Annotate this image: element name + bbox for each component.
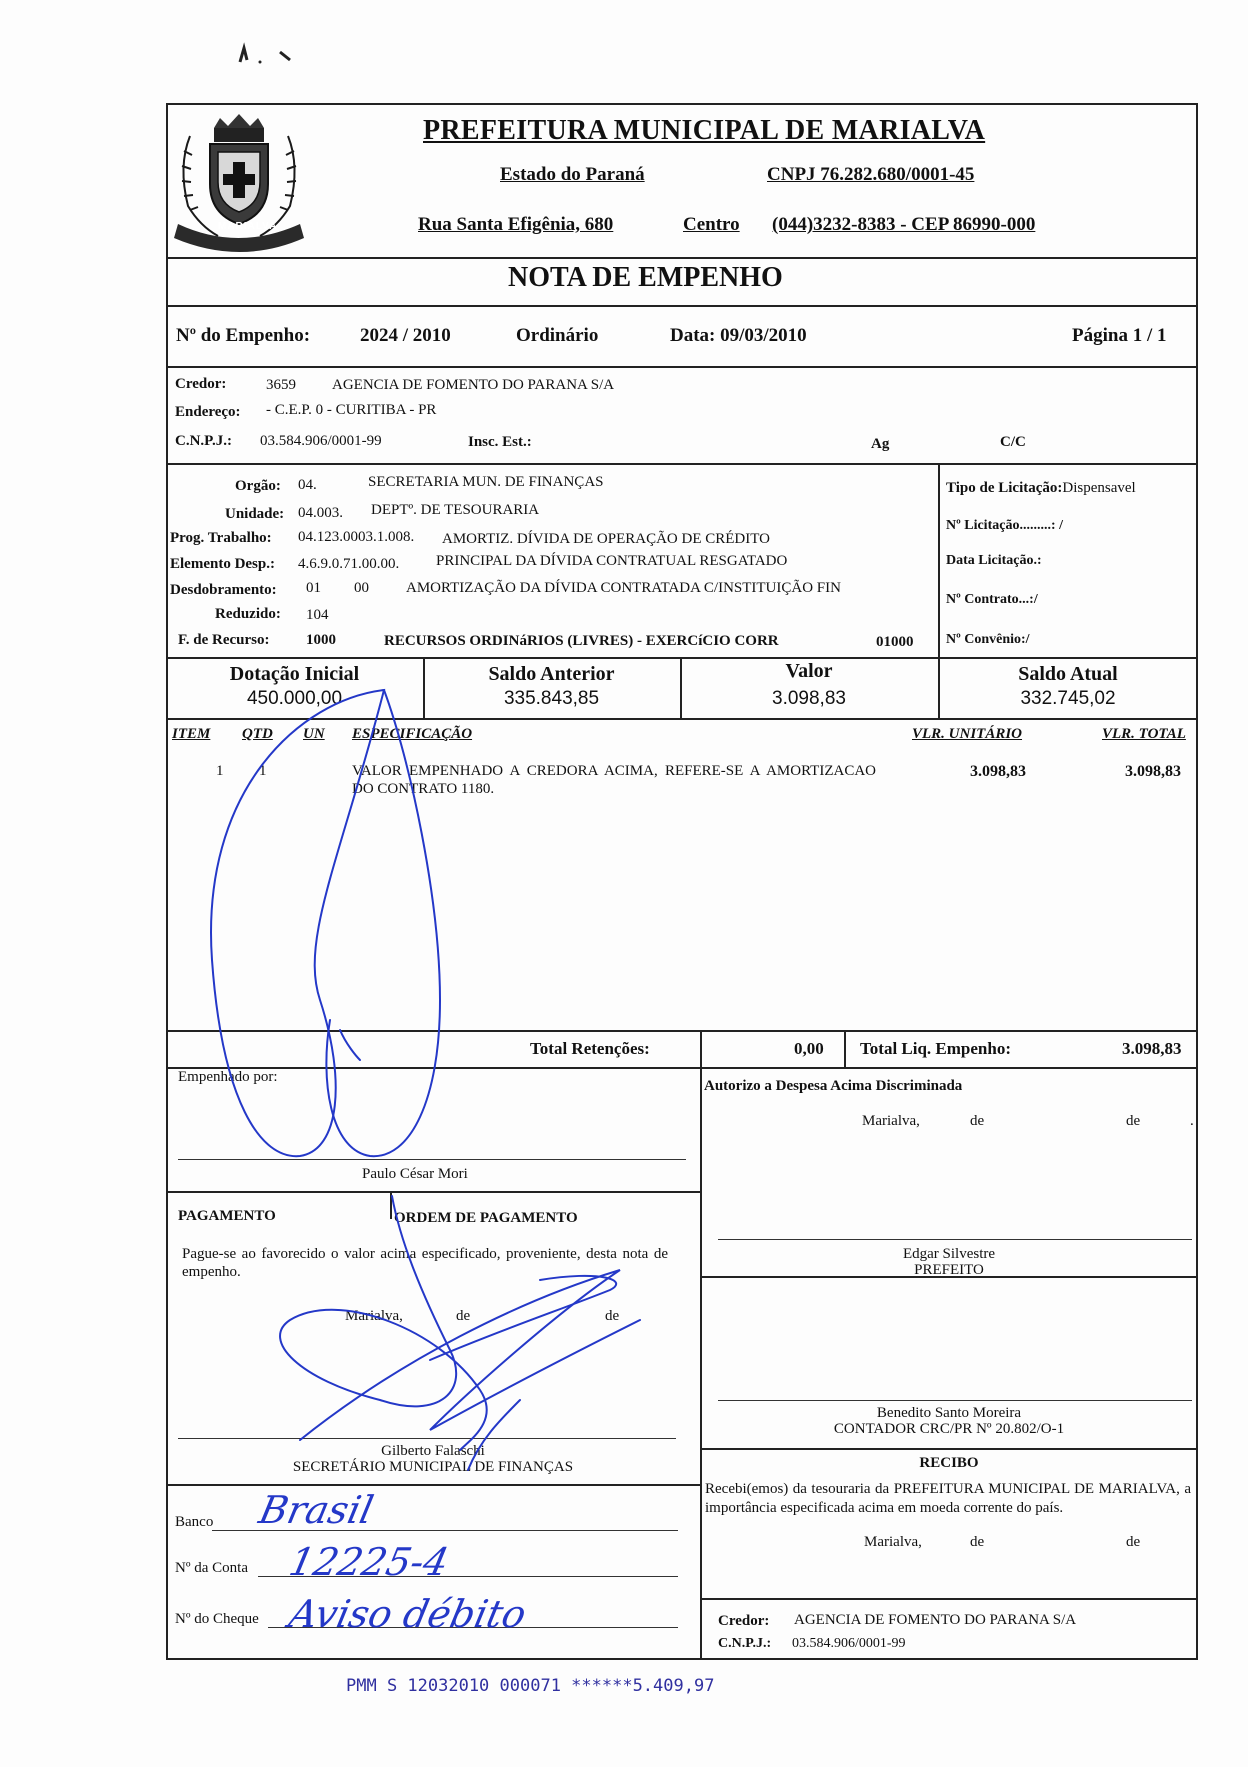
prog-code: 04.123.0003.1.008. [298,529,415,545]
dotacao-value: 450.000,00 [246,688,343,709]
prog-name: AMORTIZ. DÍVIDA DE OPERAÇÃO DE CRÉDITO [442,531,770,547]
ordem-pagamento-label: ORDEM DE PAGAMENTO [394,1210,578,1226]
orgao-code: 04. [298,477,317,493]
divider [938,463,940,657]
secretario-role: SECRETÁRIO MUNICIPAL DE FINANÇAS [292,1459,574,1475]
divider [390,1191,392,1219]
col-item-header: ITEM [172,726,211,742]
desdobramento-label: Desdobramento: [170,582,277,598]
credor-cnpj: 03.584.906/0001-99 [260,433,382,449]
prefeito-name: Edgar Silvestre [902,1246,996,1262]
reduzido-label: Reduzido: [215,606,281,622]
desdobramento-name: AMORTIZAÇÃO DA DÍVIDA CONTRATADA C/INSTITUIÇÃO FIN [406,580,841,596]
cnpj-label: CNPJ 76.282.680/0001-45 [767,164,975,185]
numero-contrato: Nº Contrato...:/ [946,592,1038,607]
item-unit-value: 3.098,83 [970,763,1026,780]
col-total-header: VLR. TOTAL [1102,726,1186,742]
total-liquido-value: 3.098,83 [1122,1039,1182,1058]
prefeito-role: PREFEITO [914,1262,984,1278]
signature-line [718,1400,1192,1401]
address-field-label: Endereço: [175,404,241,420]
footer-stamp: PMM S 12032010 000071 ******5.409,97 [346,1676,715,1696]
pagamento-de-1: de [456,1308,471,1324]
item-description: VALOR EMPENHADO A CREDORA ACIMA, REFERE-SE A AMORTIZACAO DO CONTRATO 1180. [352,763,876,797]
autorizo-dot: . [1190,1113,1194,1129]
district-label: Centro [683,214,740,235]
elemento-name: PRINCIPAL DA DÍVIDA CONTRATUAL RESGATADO [436,553,788,569]
autorizo-de-2: de [1126,1113,1141,1129]
valor-label: Valor [785,660,833,682]
empenho-number: 2024 / 2010 [360,325,451,346]
empenhado-por-label: Empenhado por: [178,1069,278,1085]
divider [844,1030,846,1067]
desdobramento-a: 01 [306,580,321,596]
state-label: Estado do Paraná [500,164,645,185]
secretario-name: Gilberto Falaschi [381,1443,485,1459]
item-number: 1 [216,763,224,779]
address-label: Rua Santa Efigênia, 680 [418,214,614,235]
prog-label: Prog. Trabalho: [170,530,272,546]
document-title: NOTA DE EMPENHO [508,262,783,293]
pagamento-label: PAGAMENTO [178,1208,276,1224]
numero-convenio: Nº Convênio:/ [946,632,1030,647]
recibo-de-1: de [970,1534,985,1550]
item-quantity: 1 [259,763,267,779]
valor-value: 3.098,83 [772,688,846,709]
desdobramento-b: 00 [354,580,369,596]
divider [166,657,1198,659]
recurso-code: 1000 [306,632,336,648]
signature-line [178,1159,686,1160]
col-unitario-header: VLR. UNITÁRIO [912,726,1023,742]
page-number: Página 1 / 1 [1072,325,1167,346]
divider [166,1191,700,1193]
pagamento-text: Pague-se ao favorecido o valor acima especificado, proveniente, desta nota de empenho. [182,1246,668,1280]
scan-mark-icon [236,40,306,70]
col-un-header: UN [303,726,325,742]
signature-line [178,1438,676,1439]
cheque-label: Nº do Cheque [175,1611,259,1627]
pagamento-city: Marialva, [345,1308,403,1324]
page-title: PREFEITURA MUNICIPAL DE MARIALVA [423,115,986,146]
credor-address: - C.E.P. 0 - CURITIBA - PR [266,402,437,418]
elemento-label: Elemento Desp.: [170,556,275,572]
total-retencoes-label: Total Retenções: [530,1039,650,1058]
recurso-name: RECURSOS ORDINáRIOS (LIVRES) - EXERCíCIO CORR [384,633,779,649]
saldo-anterior-value: 335.843,85 [503,688,600,709]
recibo-label: RECIBO [919,1455,979,1471]
credor-cnpj-label: C.N.P.J.: [175,433,232,449]
recibo-credor-name: AGENCIA DE FOMENTO DO PARANA S/A [794,1612,1077,1628]
numero-licitacao: Nº Licitação.........: / [946,518,1063,533]
conta-label: Nº da Conta [175,1560,248,1576]
item-total-value: 3.098,83 [1125,763,1181,780]
banco-label: Banco [175,1514,214,1530]
credor-code: 3659 [266,377,296,393]
recibo-credor-label: Credor: [718,1613,770,1629]
divider [166,305,1198,307]
cheque-handwritten: Aviso débito [285,1592,531,1636]
divider [166,1484,700,1486]
unidade-code: 04.003. [298,505,343,521]
tipo-licitacao [946,480,1136,497]
autorizo-label: Autorizo a Despesa Acima Discriminada [704,1078,963,1094]
divider [166,463,1198,465]
contador-name: Benedito Santo Moreira [876,1405,1022,1421]
account-label: C/C [1000,434,1026,450]
phone-cep-label: (044)3232-8383 - CEP 86990-000 [772,214,1036,235]
insc-est-label: Insc. Est.: [468,434,532,450]
pagamento-de-2: de [605,1308,620,1324]
banco-handwritten: Brasil [255,1488,378,1532]
saldo-anterior-label: Saldo Anterior [488,663,615,685]
empenhado-por-name: Paulo César Mori [362,1166,468,1182]
total-liquido-label: Total Liq. Empenho: [860,1039,1011,1058]
tipo-licitacao-label: Tipo de Licitação: [946,480,1063,496]
divider [700,1030,702,1660]
empenho-type: Ordinário [516,325,599,346]
recurso-number: 01000 [876,634,914,650]
contador-role: CONTADOR CRC/PR Nº 20.802/O-1 [833,1421,1065,1437]
divider [700,1448,1198,1450]
agency-label: Ag [871,436,890,452]
reduzido-value: 104 [306,607,329,623]
recibo-cnpj: 03.584.906/0001-99 [792,1636,906,1651]
tipo-licitacao-value: Dispensavel [1062,480,1136,496]
saldo-atual-label: Saldo Atual [1018,663,1118,685]
divider [700,1598,1198,1600]
dotacao-label: Dotação Inicial [229,663,360,685]
autorizo-city: Marialva, [862,1113,920,1129]
empenho-date: Data: 09/03/2010 [670,325,807,346]
elemento-code: 4.6.9.0.71.00.00. [298,556,400,572]
data-licitacao: Data Licitação.: [946,553,1042,568]
recibo-de-2: de [1126,1534,1141,1550]
empenho-number-label: Nº do Empenho: [176,325,311,346]
autorizo-de-1: de [970,1113,985,1129]
recurso-label: F. de Recurso: [178,632,270,648]
conta-handwritten: 12225-4 [285,1540,453,1584]
recibo-city: Marialva, [864,1534,922,1550]
orgao-name: SECRETARIA MUN. DE FINANÇAS [368,474,604,490]
recibo-text: Recebi(emos) da tesouraria da PREFEITURA MUNICIPAL DE MARIALVA, a importância especificada acima em moeda corrente do país. [705,1481,1191,1516]
crest-banner-text: MARIALVA [218,221,278,232]
orgao-label: Orgão: [235,478,281,494]
saldo-atual-value: 332.745,02 [1020,688,1116,709]
col-qtd-header: QTD [242,726,273,742]
credor-label: Credor: [175,376,227,392]
unidade-label: Unidade: [225,506,285,522]
divider [166,1030,1198,1032]
divider [166,718,1198,720]
divider [166,366,1198,368]
recibo-cnpj-label: C.N.P.J.: [718,1636,772,1651]
total-retencoes-value: 0,00 [794,1039,824,1058]
unidade-name: DEPTº. DE TESOURARIA [371,502,540,518]
credor-name: AGENCIA DE FOMENTO DO PARANA S/A [332,377,615,393]
signature-line [718,1239,1192,1240]
divider [166,1067,1198,1069]
divider [166,257,1198,259]
col-especificacao-header: ESPECIFICAÇÃO [352,726,473,742]
